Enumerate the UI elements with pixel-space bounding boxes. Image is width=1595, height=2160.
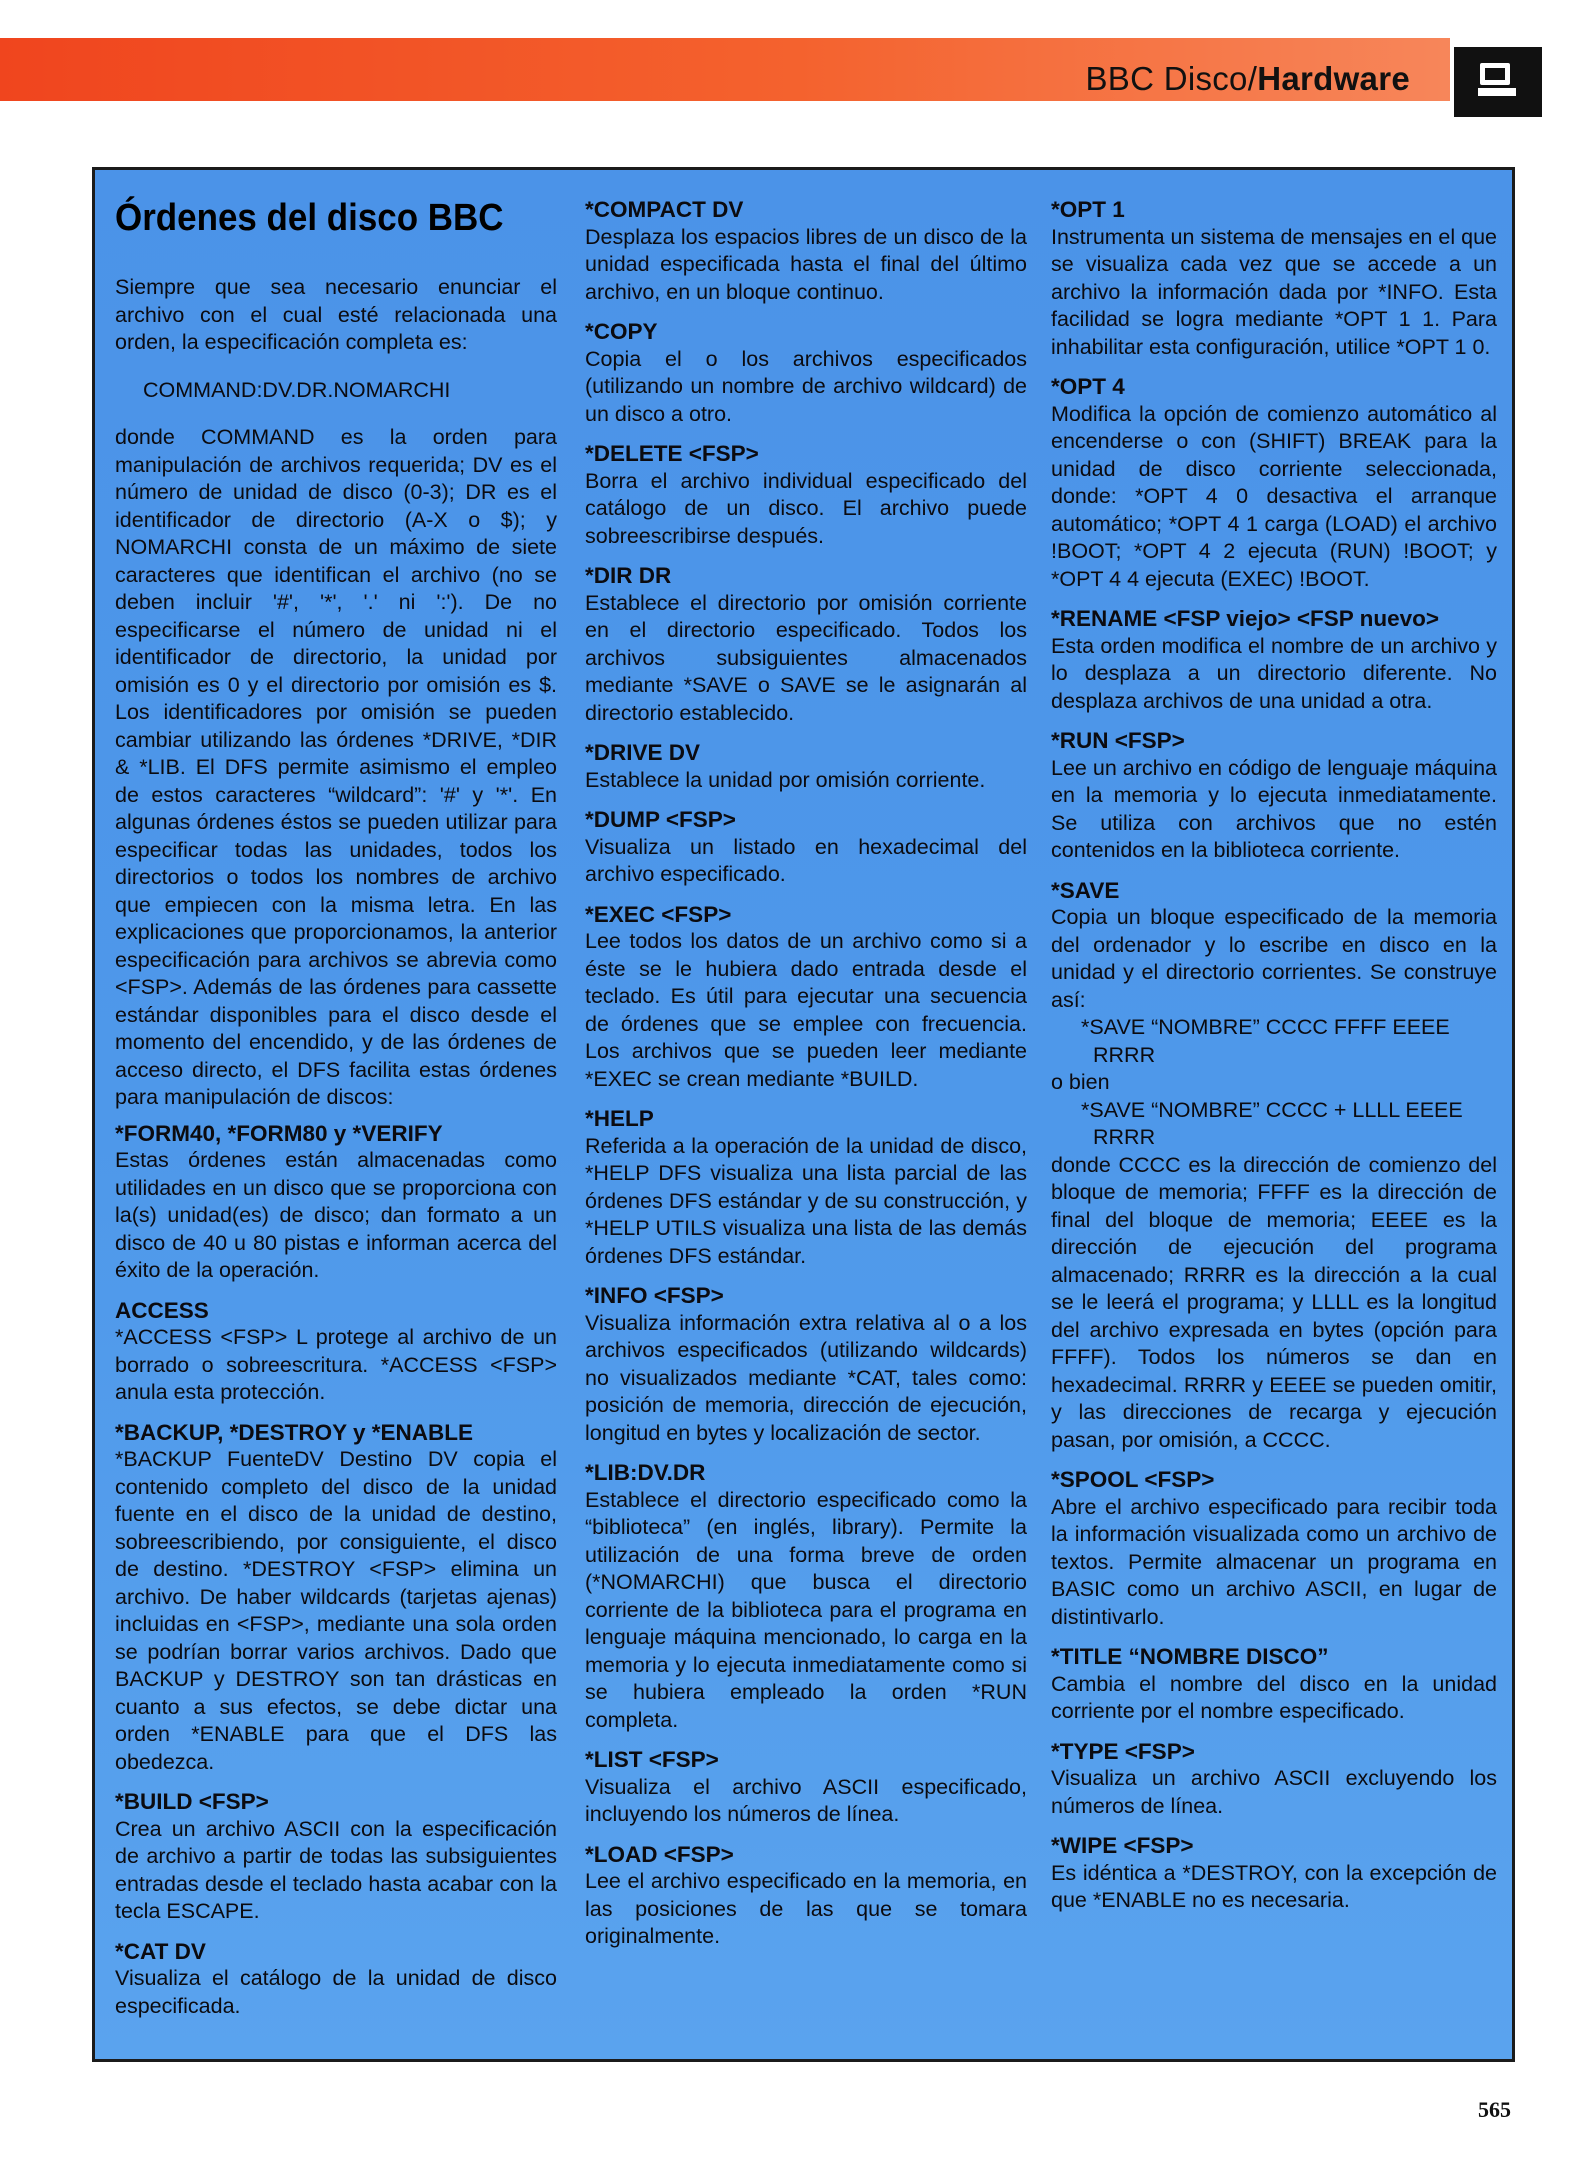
command-name: *BACKUP, *DESTROY y *ENABLE <box>115 1419 474 1445</box>
entry-head <box>585 1459 1027 1487</box>
entry-head <box>115 1120 557 1148</box>
column-2 <box>585 188 1027 2039</box>
command-entry <box>1051 1466 1497 1631</box>
entry-body: Borra el archivo individual especificado del catálogo de un disco. El archivo puede sobreescribirse después. <box>585 468 1027 548</box>
entry-head <box>1051 1466 1497 1494</box>
command-arg: <FSP> <box>1144 1467 1215 1492</box>
command-entry <box>585 440 1027 550</box>
command-entry <box>585 739 1027 794</box>
command-entry <box>585 1459 1027 1734</box>
entry-head <box>1051 373 1497 401</box>
command-name: *DELETE <box>585 441 683 466</box>
command-name: *RUN <box>1051 728 1109 753</box>
command-name: *LOAD <box>585 1841 658 1867</box>
entry-body: Lee todos los datos de un archivo como si a éste se le hubiera dado entrada desde el teclado. Es útil para ejecutar una secuencia de órdenes que se emplee con frecuencia. Los archivos que se pueden leer mediante *EXEC se crean mediante *BUILD. <box>585 929 1027 1091</box>
entry-body: Establece el directorio por omisión corriente en el directorio especificado. Todos los archivos subsiguientes almacenados mediante *SAVE o SAVE se le asignarán al directorio establecido. <box>585 590 1027 725</box>
command-entry <box>585 1282 1027 1447</box>
command-name: *EXEC <box>585 901 656 927</box>
entry-head <box>585 562 1027 590</box>
entry-body: Crea un archivo ASCII con la especificación de archivo a partir de todas las subsiguientes entradas desde el teclado hasta acabar con la tecla ESCAPE. <box>115 1816 557 1923</box>
command-entry <box>1051 196 1497 361</box>
command-entry <box>585 1841 1027 1951</box>
command-arg: <FSP> <box>665 807 736 832</box>
entry-head <box>1051 727 1497 755</box>
entry-head <box>115 1297 557 1325</box>
command-name: *OPT 1 <box>1051 197 1125 222</box>
command-entry <box>115 1788 557 1926</box>
entry-body: Estas órdenes están almacenadas como utilidades en un disco que se proporciona con la(s) unidad(es) de disco; dan formato a un disco de 40 u 80 pistas e informan acerca del éxito de la operación. <box>115 1148 557 1282</box>
entry-body: Abre el archivo especificado para recibir toda la información visualizada como un archivo de textos. Permite almacenar un programa en BASIC como un archivo ASCII, en lugar de distintivarlo. <box>1051 1494 1497 1629</box>
command-arg: <FSP> <box>1124 1738 1195 1764</box>
col2-entries <box>585 196 1027 1951</box>
page-number: 565 <box>1478 2097 1511 2122</box>
command-entry <box>115 1419 557 1777</box>
command-entry <box>1051 373 1497 593</box>
command-name: *RENAME <FSP viejo> <FSP nuevo> <box>1051 606 1440 631</box>
entry-body: *BACKUP FuenteDV Destino DV copia el contenido completo del disco de la unidad fuente en el disco de la unidad de destino, sobreescribiendo, por consiguiente, el disco de destino. *DESTROY <FSP> elimina un archivo. De haber wildcards (tarjetas ajenas) incluidas en <FSP>, mediante una sola orden se podrían borrar varios archivos. Dado que BACKUP y DESTROY son tan drásticas en cuanto a sus efectos, se debe dictar una orden *ENABLE para que el DFS las obedezca. <box>115 1447 557 1774</box>
command-name: *TITLE “NOMBRE DISCO” <box>1051 1644 1329 1669</box>
command-arg: <FSP> <box>661 901 732 927</box>
command-entry <box>115 1120 557 1285</box>
entry-head <box>115 1788 557 1816</box>
entry-head <box>585 739 1027 767</box>
command-format: COMMAND:DV.DR.NOMARCHI <box>143 377 451 402</box>
entry-head <box>585 806 1027 834</box>
save-explanation: donde CCCC es la dirección de comienzo del bloque de memoria; FFFF es la dirección de final del bloque de memoria; EEEE es la dirección de ejecución del programa almacenado; RRRR es la dirección a la cual se le leerá el programa; y LLLL es la longitud del archivo expresada en bytes (opción para FFFF). Todos los números se dan en hexadecimal. RRRR y EEEE se pueden omitir, y las direcciones de recarga y ejecución pasan, por omisión, a CCCC. <box>1051 1152 1497 1452</box>
intro-text: Siempre que sea necesario enunciar el archivo con el cual esté relacionada una orden, la especificación completa es: <box>115 275 557 354</box>
command-entry <box>585 562 1027 727</box>
entry-body: Cambia el nombre del disco en la unidad corriente por el nombre especificado. <box>1051 1671 1497 1723</box>
command-name: *CAT DV <box>115 1938 206 1964</box>
command-name: *DRIVE DV <box>585 740 701 765</box>
entry-body: Copia un bloque especificado de la memoria del ordenador y lo escribe en disco en la unidad y el directorio corrientes. Se construye así: <box>1051 905 1497 1012</box>
entry-head <box>585 1105 1027 1133</box>
command-arg: <FSP> <box>648 1747 719 1772</box>
command-entry <box>1051 1738 1497 1821</box>
command-name: *HELP <box>585 1106 654 1131</box>
entry-body: Es idéntica a *DESTROY, con la excepción de que *ENABLE no es necesaria. <box>1051 1860 1497 1912</box>
entry-head <box>585 1282 1027 1310</box>
entry-head <box>585 1746 1027 1774</box>
entry-save <box>1051 877 1497 1455</box>
command-name: *BUILD <box>115 1789 193 1814</box>
command-name: *DUMP <box>585 807 660 832</box>
section-header: BBC Disco/Hardware <box>1085 60 1410 97</box>
command-name: *LIB:DV.DR <box>585 1460 706 1485</box>
entry-head <box>1051 1832 1497 1860</box>
computer-icon <box>1454 47 1542 117</box>
command-entry <box>115 1297 557 1407</box>
entry-head <box>115 1419 557 1447</box>
entry-body: Instrumenta un sistema de mensajes en el que se visualiza cada vez que se accede a un archivo la información dada por *INFO. Esta facilidad se logra mediante *OPT 1 1. Para inhabilitar esta configuración, utilice *OPT 1 0. <box>1051 224 1497 359</box>
entry-body: Esta orden modifica el nombre de un archivo y lo desplaza a un directorio diferente. No desplaza archivos de una unidad a otra. <box>1051 633 1497 713</box>
command-name: *OPT 4 <box>1051 374 1125 399</box>
command-name: *COPY <box>585 319 658 344</box>
entry-body: Visualiza un listado en hexadecimal del archivo especificado. <box>585 834 1027 886</box>
entry-head <box>1051 196 1497 224</box>
entry-body: Establece la unidad por omisión corriente. <box>585 767 986 792</box>
col3-entries-a <box>1051 196 1497 865</box>
command-name: *DIR DR <box>585 563 672 588</box>
command-entry <box>585 901 1027 1094</box>
entry-body: Visualiza información extra relativa al o a los archivos especificados (utilizando wildcards) no visualizados mediante *CAT, tales como: posición de memoria, dirección de ejecución, longitud en bytes y localización de sector. <box>585 1310 1027 1445</box>
command-entry <box>585 1105 1027 1270</box>
col3-entries-b <box>1051 1466 1497 1915</box>
entry-body: Lee un archivo en código de lenguaje máquina en la memoria y lo ejecuta inmediatamente. Se utiliza con archivos que no estén contenidos en la biblioteca corriente. <box>1051 755 1497 862</box>
command-entry <box>585 318 1027 428</box>
command-name: *SPOOL <box>1051 1467 1139 1492</box>
save-or: o bien <box>1051 1070 1110 1094</box>
entry-head <box>1051 605 1497 633</box>
entry-body: *ACCESS <FSP> L protege al archivo de un borrado o sobreescritura. *ACCESS <FSP> anula esta protección. <box>115 1325 557 1404</box>
command-entry <box>585 1746 1027 1829</box>
entry-head: *SAVE <box>1051 877 1120 903</box>
command-entry <box>115 1938 557 2021</box>
commands-panel <box>92 167 1515 2062</box>
command-entry <box>1051 605 1497 715</box>
column-3 <box>1051 188 1497 2039</box>
entry-head <box>585 196 1027 224</box>
entry-head <box>585 318 1027 346</box>
entry-head <box>585 440 1027 468</box>
command-arg: <FSP> <box>688 441 759 466</box>
command-name: *TYPE <box>1051 1738 1119 1764</box>
entry-body: Visualiza el archivo ASCII especificado, incluyendo los números de línea. <box>585 1774 1027 1826</box>
command-entry <box>585 806 1027 889</box>
command-arg: <FSP> <box>663 1841 734 1867</box>
save-code-line: RRRR <box>1093 1125 1156 1149</box>
entry-body: Establece el directorio especificado como la “biblioteca” (en inglés, library). Permite la utilización de una forma breve de orden (*NOMARCHI) que busca el directorio corriente de la biblioteca para el programa en lenguaje máquina mencionado, lo carga en la memoria y lo ejecuta inmediatamente como si se hubiera empleado la orden *RUN completa. <box>585 1487 1027 1732</box>
command-name: ACCESS <box>115 1297 209 1323</box>
entry-body: Copia el o los archivos especificados (utilizando un nombre de archivo wildcard) de un disco a otro. <box>585 346 1027 426</box>
entry-head <box>1051 1738 1497 1766</box>
entry-body: Lee el archivo especificado en la memoria, en las posiciones de las que se tomara originalmente. <box>585 1869 1027 1948</box>
entry-head <box>115 1938 557 1966</box>
entry-head <box>585 901 1027 929</box>
entry-head <box>585 1841 1027 1869</box>
command-entry <box>1051 727 1497 865</box>
entry-body: Referida a la operación de la unidad de disco, *HELP DFS visualiza una lista parcial de las órdenes DFS estándar y de su construcción, y *HELP UTILS visualiza una lista de las demás órdenes DFS estándar. <box>585 1133 1027 1268</box>
save-code-line: RRRR <box>1093 1042 1156 1067</box>
col1-entries <box>115 1120 557 2021</box>
entry-body: Visualiza un archivo ASCII excluyendo los números de línea. <box>1051 1766 1497 1818</box>
command-entry <box>585 196 1027 306</box>
entry-body: Modifica la opción de comienzo automático al encenderse o con (SHIFT) BREAK para la unidad de disco corriente seleccionada, donde: *OPT 4 0 desactiva el arranque automático; *OPT 4 1 carga (LOAD) el archivo !BOOT; *OPT 4 2 ejecuta (RUN) !BOOT; y *OPT 4 4 ejecuta (EXEC) !BOOT. <box>1051 401 1497 591</box>
entry-body: Desplaza los espacios libres de un disco de la unidad especificada hasta el final del último archivo, en un bloque continuo. <box>585 224 1027 304</box>
command-arg: <FSP> <box>1123 1833 1194 1858</box>
entry-head <box>1051 1643 1497 1671</box>
save-code-line: *SAVE “NOMBRE” CCCC FFFF EEEE <box>1081 1015 1450 1039</box>
explanation-text: donde COMMAND es la orden para manipulación de archivos requerida; DV es el número de unidad de disco (0-3); DR es el identificador de directorio (A-X o $); y NOMARCHI consta de un máximo de siete caracteres que identifican el archivo (no se deben incluir '#', '*', '.' ni ':'). De no especificarse el número de unidad ni el identificador de directorio, la unidad por omisión es 0 y el directorio por omisión es $. Los identificadores por omisión se pueden cambiar utilizando las órdenes *DRIVE, *DIR & *LIB. El DFS permite asimismo el empleo de estos caracteres “wildcard”: '#' y '*'. En algunas órdenes éstos se pueden utilizar para especificar todas las unidades, todos los directorios o todos los nombres de archivo que empiecen con la misma letra. En las explicaciones que proporcionamos, la anterior especificación para archivos se abrevia como <FSP>. Además de las órdenes para cassette estándar disponibles para el disco desde el momento del encendido, y de las órdenes de acceso directo, el DFS facilita estas órdenes para manipulación de discos: <box>115 425 557 1109</box>
column-1 <box>115 188 557 2039</box>
command-name: *LIST <box>585 1747 643 1772</box>
save-code-line: *SAVE “NOMBRE” CCCC + LLLL EEEE <box>1081 1097 1463 1122</box>
command-name: *WIPE <box>1051 1833 1118 1858</box>
page-title: Órdenes del disco BBC <box>115 197 504 239</box>
command-name: *FORM40, *FORM80 y *VERIFY <box>115 1120 443 1146</box>
command-arg: <FSP> <box>1114 728 1185 753</box>
command-entry <box>1051 1643 1497 1726</box>
command-name: *COMPACT DV <box>585 197 744 222</box>
command-name: *INFO <box>585 1283 648 1308</box>
command-arg: <FSP> <box>198 1789 269 1814</box>
command-entry <box>1051 1832 1497 1915</box>
entry-body: Visualiza el catálogo de la unidad de disco especificada. <box>115 1966 557 2018</box>
command-arg: <FSP> <box>653 1283 724 1308</box>
